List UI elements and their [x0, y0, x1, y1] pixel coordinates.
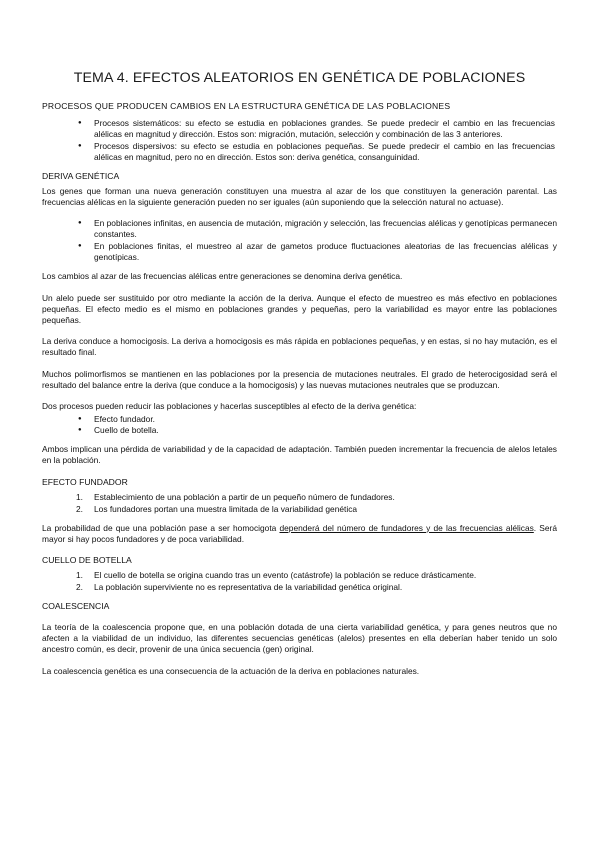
list-item: 2. La población superviviente no es representativa de la variabilidad genética original.: [76, 582, 403, 593]
cuello-list: [42, 570, 557, 593]
paragraph: Los cambios al azar de las frecuencias alélicas entre generaciones se denomina deriva genética.: [42, 271, 403, 282]
list-item: ● Cuello de botella.: [78, 425, 159, 436]
document-page: [42, 70, 557, 687]
paragraph: Un alelo puede ser sustituido por otro mediante la acción de la deriva. Aunque el efecto de muestreo es más efectivo en poblaciones pequeñas. El efecto medio es el mismo en poblaciones grandes y pequeñas, pero la variabilidad es mayor entre las poblaciones pequeñas.: [42, 292, 557, 326]
list-item: ● En poblaciones finitas, el muestreo al azar de gametos produce fluctuaciones aleatorias de las frecuencias alélicas y genotípicas.: [78, 241, 557, 263]
bullet-icon: ●: [78, 427, 82, 434]
paragraph: Los genes que forman una nueva generación constituyen una muestra al azar de los que constituyen la generación parental. Las frecuencias alélicas en la siguiente generación pueden no ser iguales (aún suponiendo que la selección natural no actuase).: [42, 186, 557, 208]
bullet-icon: ●: [78, 416, 82, 423]
list-item: 2. Los fundadores portan una muestra limitada de la variabilidad genética: [76, 503, 358, 514]
section-heading-procesos: PROCESOS QUE PRODUCEN CAMBIOS EN LA ESTRUCTURA GENÉTICA DE LAS POBLACIONES: [42, 101, 451, 111]
section-heading-deriva: DERIVA GENÉTICA: [42, 171, 120, 181]
list-item: ● Efecto fundador.: [78, 414, 155, 425]
section-heading-coalescencia: COALESCENCIA: [42, 601, 110, 612]
paragraph: Ambos implican una pérdida de variabilidad y de la capacidad de adaptación. También pueden incrementar la frecuencia de alelos letales en la población.: [42, 444, 557, 466]
deriva-list: [42, 218, 557, 263]
paragraph: Dos procesos pueden reducir las poblaciones y hacerlas susceptibles al efecto de la deriva genética:: [42, 401, 417, 412]
bullet-icon: ●: [78, 243, 82, 250]
page-title: TEMA 4. EFECTOS ALEATORIOS EN GENÉTICA DE POBLACIONES: [73, 70, 526, 86]
bullet-icon: ●: [78, 220, 82, 227]
list-item: ● Procesos sistemáticos: su efecto se estudia en poblaciones grandes. Se puede predecir el cambio en las frecuencias alélicas en magnitud y dirección. Estos son: migración, mutación, selección y combinación de las 3 anteriores.: [78, 118, 555, 139]
list-item: 1. El cuello de botella se origina cuando tras un evento (catástrofe) la población se reduce drásticamente.: [76, 570, 477, 581]
underlined-text: dependerá del número de fundadores y de las frecuencias alélicas: [279, 522, 534, 533]
procesos-reduccion-list: [42, 414, 557, 436]
paragraph: La deriva conduce a homocigosis. La deriva a homocigosis es más rápida en poblaciones pequeñas, y en estas, si no hay mutación, es el resultado final.: [42, 336, 557, 358]
paragraph: Muchos polimorfismos se mantienen en las poblaciones por la presencia de mutaciones neutrales. El grado de heterocigosidad será el resultado del balance entre la deriva (que conduce a la homocigosis) y las nuevas mutaciones neutrales que se produzcan.: [42, 368, 557, 390]
bullet-icon: ●: [78, 143, 82, 149]
paragraph: La probabilidad de que una población pase a ser homocigota dependerá del número de fundadores y de las frecuencias alélicas. Será mayor si hay pocos fundadores y de poca variabilidad.: [42, 522, 557, 544]
section-heading-fundador: EFECTO FUNDADOR: [42, 476, 128, 487]
section-heading-cuello: CUELLO DE BOTELLA: [42, 555, 132, 566]
procesos-list: [42, 118, 557, 163]
paragraph: La coalescencia genética es una consecuencia de la actuación de la deriva en poblaciones naturales.: [42, 665, 420, 676]
list-item: ● En poblaciones infinitas, en ausencia de mutación, migración y selección, las frecuencias alélicas y genotípicas permanecen constantes.: [78, 218, 557, 240]
fundador-list: [42, 492, 557, 515]
list-item: 1. Establecimiento de una población a partir de un pequeño número de fundadores.: [76, 491, 395, 502]
bullet-icon: ●: [78, 120, 82, 126]
paragraph: La teoría de la coalescencia propone que, en una población dotada de una cierta variabilidad genética, y para genes neutros que no afecten a la viabilidad de un individuo, las diferentes secuencias genéticas (alelos) presentes en ella deberían haber tenido un solo ancestro común, es decir, provenir de una única secuencia (gen) original.: [42, 622, 557, 655]
list-item: ● Procesos dispersivos: su efecto se estudia en poblaciones pequeñas. Se puede predecir el cambio en las frecuencias alélicas en magnitud, pero no en dirección. Estos son: deriva genética, consanguinidad.: [78, 141, 555, 162]
